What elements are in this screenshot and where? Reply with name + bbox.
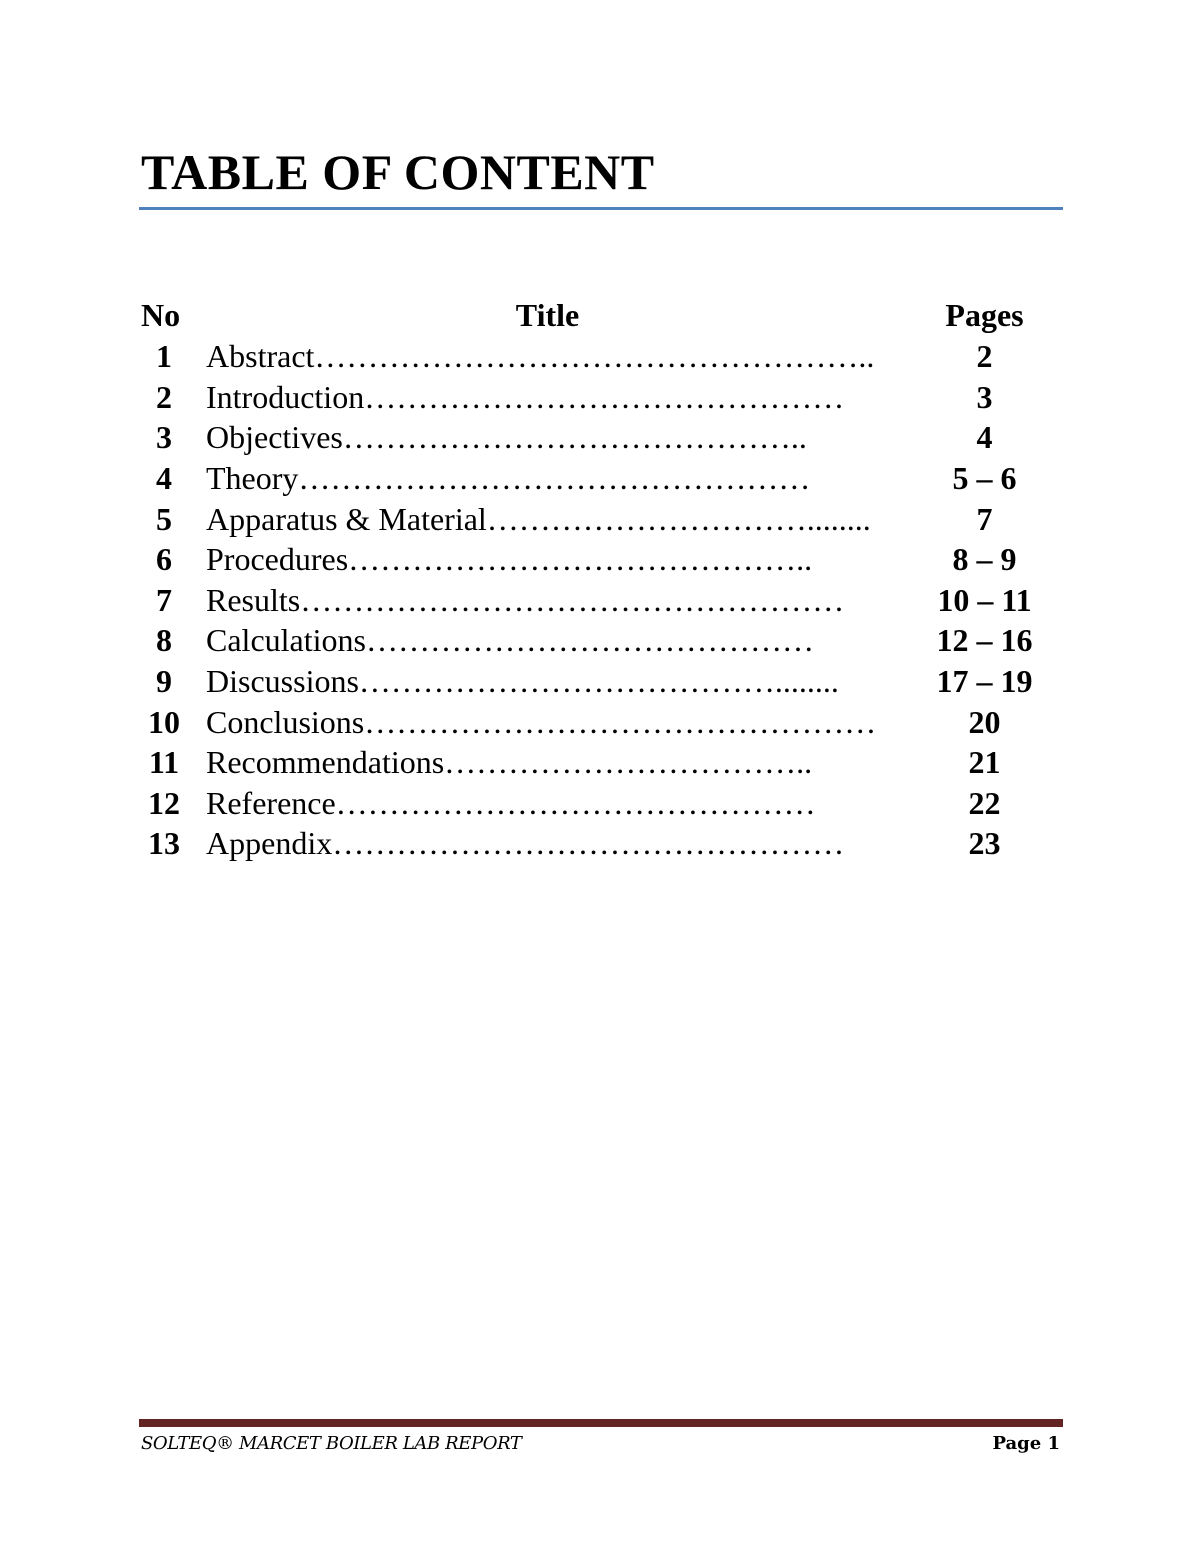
footer-report-name: SOLTEQ® MARCET BOILER LAB REPORT [141,1433,522,1454]
toc-row-pages: 2 [976,338,993,375]
toc-row-title: Calculations…………………………………… [206,622,814,659]
toc-row-no: 3 [156,419,172,456]
toc-header-no: No [141,297,181,333]
toc-row [139,539,1063,580]
toc-row-pages: 5 – 6 [952,460,1017,497]
toc-row [139,661,1063,702]
toc-header-pages: Pages [945,297,1024,333]
toc-row-pages: 10 – 11 [937,581,1032,618]
toc-row-title: Reference……………………………………… [206,784,816,821]
toc-row-no: 6 [156,541,172,578]
footer-divider [139,1419,1063,1427]
toc-row-title: Objectives…………………………………….. [206,419,807,456]
toc-row-title: Conclusions………………………………………… [206,703,877,740]
footer-page-number: Page 1 [992,1433,1060,1454]
title-divider [139,207,1063,210]
toc-row-no: 13 [148,825,180,862]
toc-row [139,701,1063,742]
toc-row-title: Recommendations…………………………….. [206,744,813,781]
toc-row-no: 10 [148,703,180,740]
toc-row [139,580,1063,621]
toc-row-no: 8 [156,622,172,659]
toc-header-title: Title [515,297,580,333]
toc-row-pages: 7 [976,500,993,537]
toc-header-row [139,294,1063,336]
toc-row-no: 4 [156,460,172,497]
toc-row-pages: 8 – 9 [952,541,1017,578]
toc-row-pages: 20 [968,703,1001,740]
toc-row-title: Theory………………………………………… [206,460,811,497]
toc-row-title: Appendix………………………………………… [206,825,845,862]
toc-row-no: 7 [156,581,172,618]
toc-row [139,417,1063,458]
toc-row [139,783,1063,824]
toc-row [139,377,1063,418]
toc-row-title: Results…………………………………………… [206,581,845,618]
toc-row-no: 9 [156,663,172,700]
table-of-contents [139,294,1063,864]
toc-row-title: Introduction……………………………………… [206,378,845,415]
toc-row [139,620,1063,661]
toc-row-title: Discussions…………………………………........ [206,663,839,700]
toc-row-no: 2 [156,378,172,415]
toc-row [139,336,1063,377]
page-title: TABLE OF CONTENT [141,144,655,200]
toc-row-no: 12 [148,784,180,821]
toc-row-no: 1 [156,338,172,375]
toc-row-pages: 17 – 19 [936,663,1033,700]
toc-row-pages: 22 [968,784,1001,821]
toc-row-title: Apparatus & Material…………………………........ [206,500,871,537]
toc-row-no: 5 [156,500,172,537]
toc-row-pages: 3 [976,378,993,415]
toc-row [139,458,1063,499]
toc-row-pages: 21 [968,744,1001,781]
toc-row-title: Procedures…………………………………….. [206,541,813,578]
toc-row [139,823,1063,864]
toc-row [139,742,1063,783]
toc-row-pages: 12 – 16 [936,622,1033,659]
toc-row-title: Abstract…………………………………………….. [206,338,875,375]
toc-row-pages: 4 [976,419,993,456]
toc-row [139,498,1063,539]
toc-row-no: 11 [148,744,180,781]
toc-row-pages: 23 [968,825,1001,862]
